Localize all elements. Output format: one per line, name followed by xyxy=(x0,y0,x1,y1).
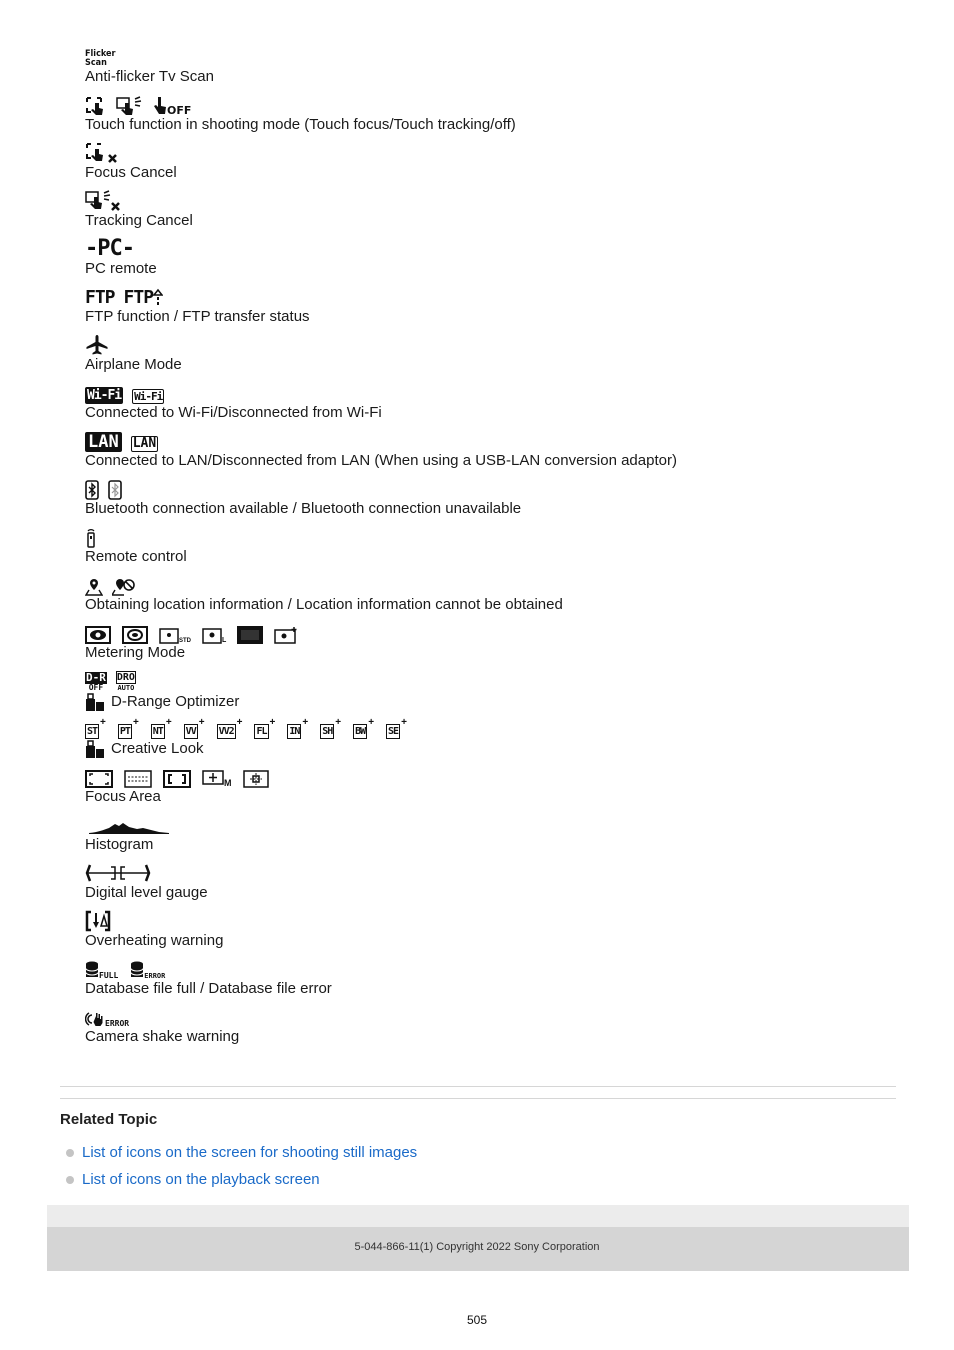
camera-settings-icon xyxy=(85,692,105,712)
entry-anti-flicker xyxy=(85,44,214,86)
creative-look-pt-icon: PT + xyxy=(119,717,139,737)
wifi-connected-icon: Wi-Fi xyxy=(87,388,122,403)
entry-level-gauge xyxy=(85,860,208,902)
focus-area-expand-icon xyxy=(243,770,269,788)
entry-dro xyxy=(85,666,239,712)
remote-control-icon xyxy=(85,528,97,548)
touch-tracking-icon xyxy=(116,96,144,116)
divider xyxy=(60,1098,896,1099)
touch-off-icon: OFF xyxy=(153,96,191,116)
metering-highlight-icon xyxy=(274,626,298,644)
entry-label: FTP function / FTP transfer status xyxy=(85,308,310,325)
metering-center-icon xyxy=(122,626,148,644)
entry-histogram xyxy=(85,812,171,854)
entry-label: PC remote xyxy=(85,260,157,277)
entry-location xyxy=(85,572,563,614)
dro-auto-icon: DRO AUTO xyxy=(116,672,135,692)
flicker-scan-icon: Flicker Scan xyxy=(85,49,116,68)
airplane-icon xyxy=(85,334,109,356)
entry-label: Obtaining location information / Location information cannot be obtained xyxy=(85,596,563,613)
entry-lan xyxy=(85,428,677,470)
entry-camera-shake xyxy=(85,1004,239,1046)
entry-label: Database file full / Database file error xyxy=(85,980,332,997)
metering-multi-icon xyxy=(85,626,111,644)
dro-off-icon: D-R OFF xyxy=(86,671,106,692)
creative-look-sh-icon: SH + xyxy=(322,717,342,737)
copyright-text: 5-044-866-11(1) Copyright 2022 Sony Corporation xyxy=(354,1241,600,1253)
creative-look-vv-icon: VV + xyxy=(185,717,205,737)
entry-focus-cancel xyxy=(85,140,177,182)
entry-remote xyxy=(85,524,187,566)
metering-spot-std-icon: STD xyxy=(159,628,191,644)
creative-look-fl-icon: FL + xyxy=(256,717,276,737)
bullet-icon xyxy=(66,1176,74,1184)
entry-label: Histogram xyxy=(85,836,154,853)
entry-label: Focus Cancel xyxy=(85,164,177,181)
plus-icon: + xyxy=(198,717,205,728)
metering-spot-large-icon: L xyxy=(202,628,226,644)
plus-icon: + xyxy=(302,717,309,728)
entry-label: Creative Look xyxy=(111,740,204,757)
entry-label: Bluetooth connection available / Bluetooth connection unavailable xyxy=(85,500,522,517)
entry-airplane xyxy=(85,332,182,374)
creative-look-in-icon: IN + xyxy=(289,717,309,737)
entry-ftp xyxy=(85,284,310,326)
entry-label: Connected to LAN/Disconnected from LAN (When using a USB-LAN conversion adaptor) xyxy=(85,452,677,469)
entry-label: Airplane Mode xyxy=(85,356,182,373)
camera-shake-warning-icon: ERROR xyxy=(85,1010,129,1028)
creative-look-vv2-icon: VV2 + xyxy=(218,717,243,737)
entry-overheating xyxy=(85,908,223,950)
entry-metering xyxy=(85,620,298,662)
pc-remote-icon: -PC- xyxy=(85,236,134,261)
divider xyxy=(60,1086,896,1087)
focus-cancel-icon xyxy=(85,142,119,164)
location-unavailable-icon xyxy=(112,578,136,596)
entry-label: Digital level gauge xyxy=(85,884,208,901)
entry-tracking-cancel xyxy=(85,188,193,230)
entry-focus-area xyxy=(85,764,269,806)
plus-icon: + xyxy=(269,717,276,728)
creative-look-st-icon: ST + xyxy=(87,717,106,737)
ftp-icon: FTP xyxy=(85,287,115,308)
entry-pc-remote xyxy=(85,236,157,278)
focus-area-zone-icon xyxy=(124,770,152,788)
bullet-icon xyxy=(66,1149,74,1157)
plus-icon: + xyxy=(132,717,139,728)
footer-top-band xyxy=(47,1205,909,1227)
lan-connected-icon: LAN xyxy=(85,432,122,452)
focus-area-spot-icon: M xyxy=(202,770,232,788)
lan-disconnected-icon: LAN xyxy=(132,436,157,451)
list-item xyxy=(66,1139,417,1166)
related-topic-list xyxy=(66,1139,417,1193)
touch-focus-icon xyxy=(85,96,107,116)
ftp-transfer-icon: FTP xyxy=(124,288,164,308)
plus-icon: + xyxy=(335,717,342,728)
histogram-icon xyxy=(85,820,171,836)
entry-label: D-Range Optimizer xyxy=(111,693,240,710)
entry-bluetooth xyxy=(85,476,521,518)
entry-label: Connected to Wi-Fi/Disconnected from Wi-Fi xyxy=(85,404,382,421)
metering-entire-screen-icon xyxy=(237,626,263,644)
wifi-disconnected-icon: Wi-Fi xyxy=(134,390,163,403)
database-full-icon: FULL xyxy=(85,960,118,980)
entry-touch-function xyxy=(85,92,516,134)
entry-label: Anti-flicker Tv Scan xyxy=(85,68,214,85)
camera-settings-icon xyxy=(85,739,105,759)
related-topic-heading: Related Topic xyxy=(60,1111,158,1128)
entry-label: Touch function in shooting mode (Touch focus/Touch tracking/off) xyxy=(85,116,516,133)
creative-look-bw-icon: BW + xyxy=(355,717,375,737)
entry-label: Camera shake warning xyxy=(85,1028,240,1045)
plus-icon: + xyxy=(401,717,407,728)
focus-area-center-icon xyxy=(163,770,191,788)
creative-look-se-icon: SE + xyxy=(388,717,407,737)
related-link-playback-screen[interactable]: List of icons on the playback screen xyxy=(82,1171,320,1188)
database-error-icon: ERROR xyxy=(130,960,165,980)
plus-icon: + xyxy=(165,717,172,728)
entry-creative-look xyxy=(85,715,407,759)
plus-icon: + xyxy=(100,717,106,728)
entry-label: Overheating warning xyxy=(85,932,224,949)
plus-icon: + xyxy=(368,717,375,728)
plus-icon: + xyxy=(236,717,243,728)
entry-label: Metering Mode xyxy=(85,644,186,661)
page-number: 505 xyxy=(466,1313,488,1327)
related-link-still-images[interactable]: List of icons on the screen for shooting still images xyxy=(82,1144,418,1161)
list-item xyxy=(66,1166,417,1193)
bluetooth-available-icon xyxy=(85,480,99,500)
bluetooth-unavailable-icon xyxy=(108,480,122,500)
entry-label: Tracking Cancel xyxy=(85,212,193,229)
entry-label: Focus Area xyxy=(85,788,161,805)
tracking-cancel-icon xyxy=(85,190,121,212)
overheating-warning-icon xyxy=(85,910,111,932)
creative-look-nt-icon: NT + xyxy=(152,717,172,737)
location-obtaining-icon xyxy=(85,578,103,596)
digital-level-gauge-icon xyxy=(85,862,151,884)
entry-database xyxy=(85,956,332,998)
focus-area-wide-icon xyxy=(85,770,113,788)
entry-label: Remote control xyxy=(85,548,187,565)
entry-wifi xyxy=(85,380,382,422)
